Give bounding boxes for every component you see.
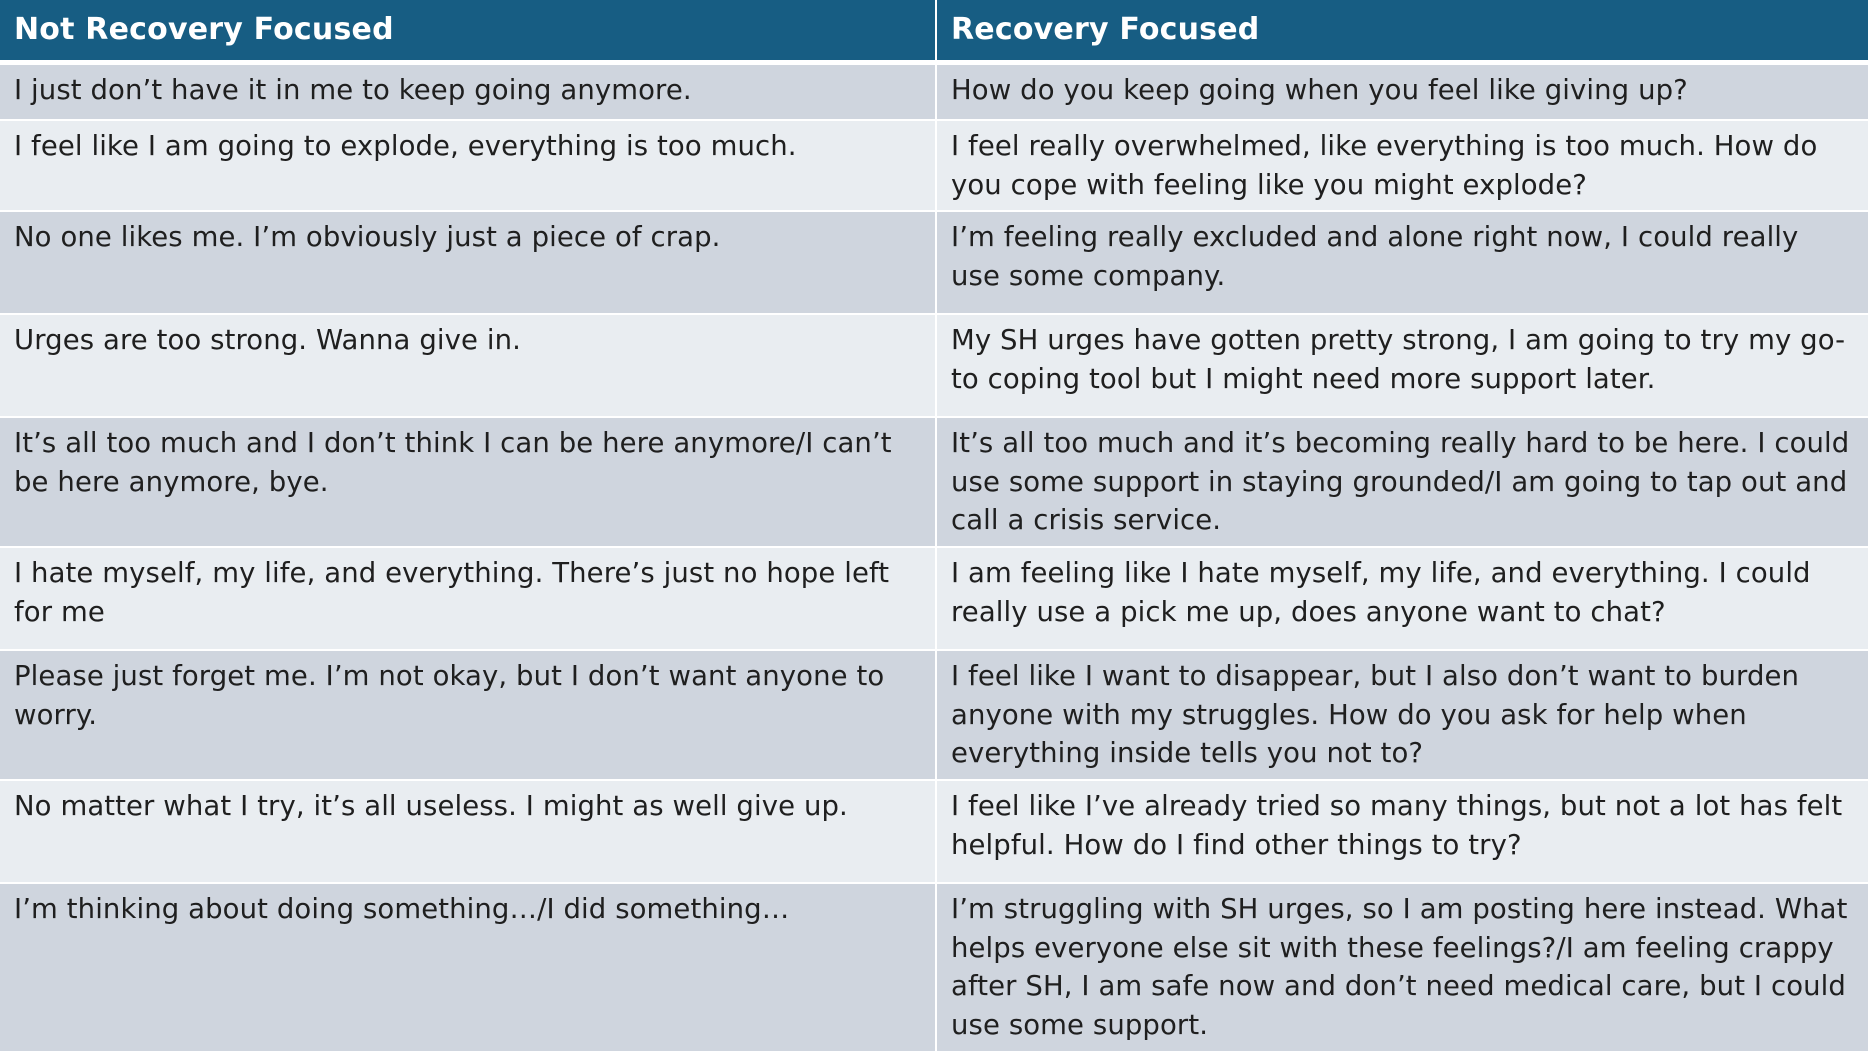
table-row <box>0 62 1868 120</box>
not-recovery-cell: No one likes me. I’m obviously just a piece of crap. <box>0 211 936 314</box>
recovery-cell: How do you keep going when you feel like giving up? <box>936 62 1868 120</box>
table-row <box>0 417 1868 547</box>
not-recovery-cell: I just don’t have it in me to keep going anymore. <box>0 62 936 120</box>
table-header <box>0 0 1868 62</box>
header-recovery-focused: Recovery Focused <box>936 0 1868 62</box>
recovery-cell: I’m feeling really excluded and alone right now, I could really use some company. <box>936 211 1868 314</box>
recovery-cell: I am feeling like I hate myself, my life, and everything. I could really use a pick me up, does anyone want to chat? <box>936 547 1868 650</box>
table-row <box>0 780 1868 883</box>
recovery-cell: I feel like I’ve already tried so many things, but not a lot has felt helpful. How do I find other things to try? <box>936 780 1868 883</box>
header-not-recovery-focused: Not Recovery Focused <box>0 0 936 62</box>
table-row <box>0 211 1868 314</box>
recovery-cell: I feel really overwhelmed, like everything is too much. How do you cope with feeling like you might explode? <box>936 120 1868 211</box>
table-body <box>0 62 1868 1051</box>
not-recovery-cell: I’m thinking about doing something…/I did something… <box>0 883 936 1051</box>
table-row <box>0 547 1868 650</box>
recovery-cell: My SH urges have gotten pretty strong, I am going to try my go-to coping tool but I might need more support later. <box>936 314 1868 417</box>
table-row <box>0 650 1868 780</box>
table-row <box>0 314 1868 417</box>
not-recovery-cell: I feel like I am going to explode, everything is too much. <box>0 120 936 211</box>
not-recovery-cell: Urges are too strong. Wanna give in. <box>0 314 936 417</box>
not-recovery-cell: It’s all too much and I don’t think I can be here anymore/I can’t be here anymore, bye. <box>0 417 936 547</box>
not-recovery-cell: I hate myself, my life, and everything. There’s just no hope left for me <box>0 547 936 650</box>
recovery-cell: I’m struggling with SH urges, so I am posting here instead. What helps everyone else sit with these feelings?/I am feeling crappy after SH, I am safe now and don’t need medical care, but I could use some support. <box>936 883 1868 1051</box>
recovery-cell: I feel like I want to disappear, but I also don’t want to burden anyone with my struggles. How do you ask for help when everything inside tells you not to? <box>936 650 1868 780</box>
table-row <box>0 120 1868 211</box>
table-row <box>0 883 1868 1051</box>
recovery-cell: It’s all too much and it’s becoming really hard to be here. I could use some support in staying grounded/I am going to tap out and call a crisis service. <box>936 417 1868 547</box>
not-recovery-cell: Please just forget me. I’m not okay, but I don’t want anyone to worry. <box>0 650 936 780</box>
header-row <box>0 0 1868 62</box>
not-recovery-cell: No matter what I try, it’s all useless. I might as well give up. <box>0 780 936 883</box>
